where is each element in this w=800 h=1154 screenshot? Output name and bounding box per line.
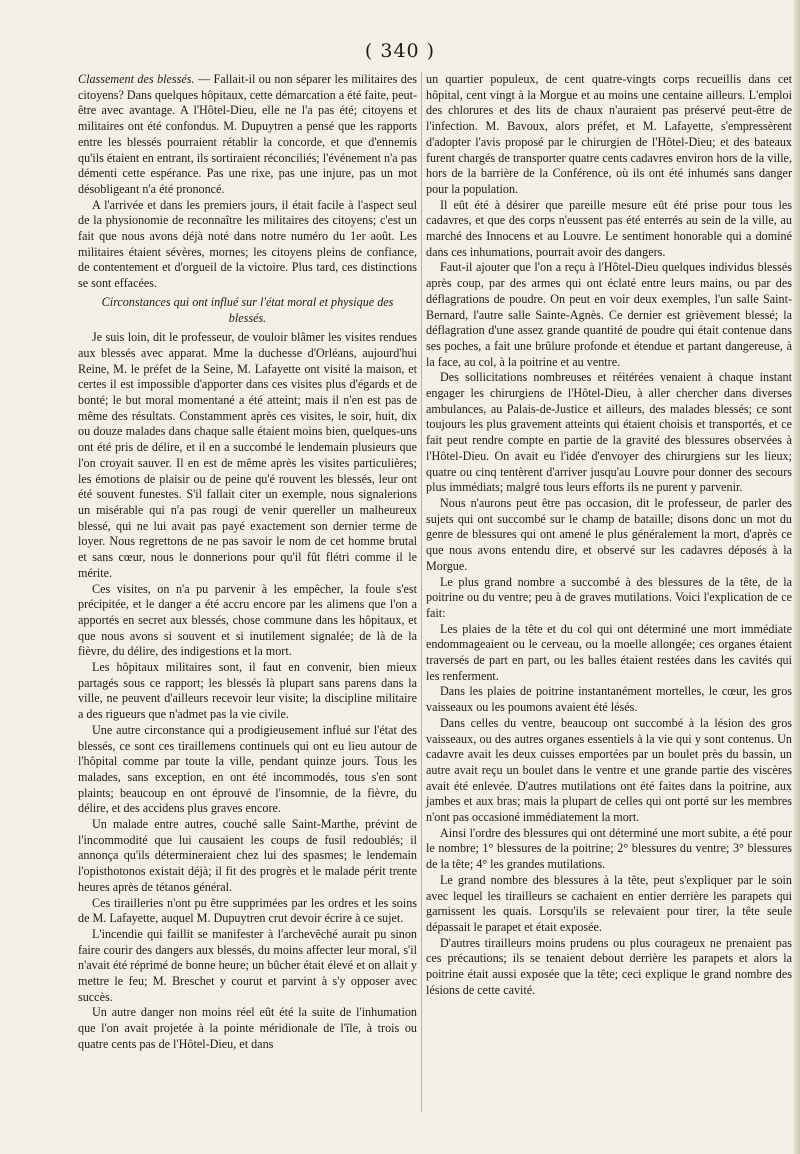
column-divider bbox=[421, 72, 422, 1112]
paragraph: Ainsi l'ordre des blessures qui ont déterminé une mort subite, a été pour le nombre; 1° blessures de la poitrine; 2° blessures du ventre; 3° blessures de la tête; 4° les grandes mutilations. bbox=[426, 825, 792, 872]
section-heading-classement: Classement des blessés. bbox=[78, 72, 195, 86]
paragraph: D'autres tirailleurs moins prudens ou plus courageux ne prenaient pas ces précautions; ils se tenaient debout derrière les parapets et alors la poitrine était aussi exposée que la tête; ceci explique le grand nombre des lésions de cette cavité. bbox=[426, 935, 792, 997]
page-edge-shadow bbox=[794, 0, 800, 1154]
paragraph: Dans les plaies de poitrine instantanément mortelles, le cœur, les gros vaisseaux ou les poumons avaient été lésés. bbox=[426, 684, 792, 715]
paragraph: Les plaies de la tête et du col qui ont déterminé une mort immédiate endommageaient ou le cerveau, ou la moelle allongée; ces organes étaient traversés de part en part, ou les balles étaient restées dans les cavités qui les renferment. bbox=[426, 621, 792, 683]
paragraph: Faut-il ajouter que l'on a reçu à l'Hôtel-Dieu quelques individus blessés après coup, par des armes qui ont éclaté entre leurs mains, ou par des déflagrations de poudre. On peut en voir deux exemples, l'un salle Saint-Bernard, l'autre salle Sainte-Agnès. Ce dernier est grièvement blessé; la déflagration d'une assez grande quantité de poudre qui était contenue dans ses poches, a fait une brûlure profonde et étendue et partant dangereuse, à la face, au col, à la poitrine et au ventre. bbox=[426, 260, 792, 369]
paragraph: Je suis loin, dit le professeur, de vouloir blâmer les visites rendues aux blessés avec apparat. Mme la duchesse d'Orléans, aujourd'hui Reine, M. le préfet de la Seine, M. Lafayette ont visité la maison, et certes il est impossible d'apporter dans ces visites plus d'égards et de bonté; le but moral momentané a été atteint; mais il n'en est pas de même des résultats. Constamment après ces visites, le soir, huit, dix ou douze malades dans chaque salle étaient moins bien, quelques-uns ont été pris de délire, et il en a succombé le lendemain plusieurs que l'on croyait sauver. Il en est de même après les visites particulières; les émotions de plaisir ou de peine qu'é rouvent les blessés, leur ont été souvent funestes. S'il fallait citer un exemple, nous signalerions un misérable qui n'a pas rougi de venir quereller un malheureux blessé, qui ne lui avait pas payé exactement son dernier terme de loyer. Nous regrettons de ne pas savoir le nom de cet homme brutal et sans cœur, nous le donnerions pour qu'il fût flétri comme il le mérite. bbox=[78, 330, 417, 580]
paragraph: un quartier populeux, de cent quatre-vingts corps recueillis dans cet hôpital, cent vingt à la Morgue et au moins une centaine ailleurs. L'emploi des chlorures et des lits de chaux n'auraient pas préservé peut-être de l'infection. M. Bavoux, alors préfet, et M. Lafayette, s'empressèrent d'adopter l'avis proposé par le chirurgien de l'Hôtel-Dieu; et des bateaux furent chargés de transporter quatre cents cadavres environ hors de la ville, hors de la barrière de la Conférence, où ils ont été inhumés sans danger pour la population. bbox=[426, 72, 792, 196]
paragraph: A l'arrivée et dans les premiers jours, il était facile à l'aspect seul de la physionomie de reconnaître les militaires des citoyens; c'est un fait que nous avons déjà noté dans notre numéro du 1er août. Les militaires étaient sévères, mornes; les citoyens pleins de confiance, de contentement et d'orgueil de la victoire. Plus tard, ces distinctions se sont effacées. bbox=[78, 197, 417, 291]
paragraph: Ces visites, on n'a pu parvenir à les empêcher, la foule s'est précipitée, et le danger a été accru encore par les alimens que l'on a apportés en secret aux blessés, chose commune dans les hôpitaux, et que nous avons si souvent et si inutilement signalée; de là de la fièvre, du délire, des indigestions et la mort. bbox=[78, 581, 417, 659]
paragraph: Il eût été à désirer que pareille mesure eût été prise pour tous les cadavres, et que des corps n'eussent pas été enterrés au sein de la ville, au marché des Innocens et au Louvre. Le sentiment honorable qui a dominé dans ces inhumations, pourrait avoir des dangers. bbox=[426, 197, 792, 259]
right-column bbox=[426, 72, 792, 998]
paragraph: Le plus grand nombre a succombé à des blessures de la tête, de la poitrine ou du ventre; peu à de graves mutilations. Voici l'explication de ce fait: bbox=[426, 574, 792, 620]
section-heading-circonstances: Circonstances qui ont influé sur l'état moral et physique des blessés. bbox=[101, 294, 394, 325]
paragraph: Une autre circonstance qui a prodigieusement influé sur l'état des blessés, ce sont ces tiraillemens continuels qui ont eu lieu autour de l'hôpital comme par toute la ville, pendant quinze jours. Tous les malades, sans exception, en ont été incommodés, tous s'en sont plaints; beaucoup en ont éprouvé de l'insomnie, de la fièvre, du délire, et des accidens plus graves encore. bbox=[78, 722, 417, 816]
paragraph: L'incendie qui faillit se manifester à l'archevêché aurait pu sinon faire courir des dangers aux blessés, du moins affecter leur moral, s'il n'avait été réprimé de bonne heure; un bûcher était élevé et on allait y mettre le feu; M. Breschet y courut et parvint à s'y opposer avec succès. bbox=[78, 926, 417, 1004]
page-number: ( 340 ) bbox=[364, 40, 436, 62]
paragraph bbox=[78, 72, 417, 198]
paragraph: Nous n'aurons peut être pas occasion, dit le professeur, de parler des sujets qui ont succombé sur le champ de bataille; disons donc un mot du genre de blessures qui ont amené le plus généralement la mort, d'après ce que nous avons entendu dire, et observé sur les cadavres déposés à la Morgue. bbox=[426, 495, 792, 573]
left-column bbox=[78, 72, 417, 1053]
paragraph-text: — Fallait-il ou non séparer les militaires des citoyens? Dans quelques hôpitaux, cette démarcation a été faite, peut-être avec avantage. A l'Hôtel-Dieu, elle ne l'a pas été; citoyens et militaires ont été confondus. M. Dupuytren a pensé que les rapports entre les blessés pourraient rétablir la concorde, et que d'ennemis qu'ils étaient en entrant, ils sortiraient réconciliés; l'événement n'a pas démenti cette espérance. Pas une rixe, pas une injure, pas un mot désobligeant n'a été prononcé. bbox=[78, 72, 417, 196]
paragraph: Les hôpitaux militaires sont, il faut en convenir, bien mieux partagés sous ce rapport; les blessés là plupart sans parens dans la ville, ne peuvent d'ailleurs recevoir leur visite; la discipline militaire a des rigueurs que n'admet pas la vie civile. bbox=[78, 660, 417, 722]
paragraph: Un malade entre autres, couché salle Saint-Marthe, prévint de l'incommodité que lui causaient les coups de fusil redoublés; il annonça qu'ils détermineraient chez lui des spasmes; le lendemain l'opisthotonos existait déjà; il fit des progrès et le malade périt trente heures après de tétanos général. bbox=[78, 817, 417, 894]
paragraph: Un autre danger non moins réel eût été la suite de l'inhumation que l'on avait projetée à la pointe méridionale de l'île, à trois ou quatre cents pas de l'Hôtel-Dieu, et dans bbox=[78, 1005, 417, 1051]
paragraph: Ces tirailleries n'ont pu être supprimées par les ordres et les soins de M. Lafayette, auquel M. Dupuytren crut devoir écrire à ce sujet. bbox=[78, 895, 417, 926]
paragraph: Dans celles du ventre, beaucoup ont succombé à la lésion des gros vaisseaux, ou des autres organes essentiels à la vie qui y sont contenus. Un cadavre avait les deux cuisses emportées par un boulet près du bassin, un autre avait reçu un boulet dans le ventre et une grande partie des viscères avait été enlevée. D'autres mutilations ont été faites dans la poitrine, aux jambes et aux bras; mais la plupart de celles qui ont porté sur les membres n'ont pas occasioné immédiatement la mort. bbox=[426, 715, 792, 825]
paragraph: Le grand nombre des blessures à la tête, peut s'expliquer par le soin avec lequel les tirailleurs se cachaient en entier derrière les parapets qui garnissent les quais. Lorsqu'ils se relevaient pour tirer, la tête seule dépassait le parapet et était exposée. bbox=[426, 872, 792, 934]
paragraph: Des sollicitations nombreuses et réitérées venaient à chaque instant engager les chirurgiens de l'Hôtel-Dieu, à aller chercher dans diverses ambulances, au Palais-de-Justice et ailleurs, des malades blessés; ce sont toujours les plus gravement atteints qui étaient choisis et transportés, et ce fait peut rendre compte en partie de la gravité des blessures observées à l'Hôtel-Dieu. On avait eu l'idée d'envoyer des chirurgiens sur les lieux; quatre ou cinq tentèrent d'arriver jusqu'au Louvre pour donner des secours plus immédiats; malgré tous leurs efforts ils ne purent y parvenir. bbox=[426, 370, 792, 495]
